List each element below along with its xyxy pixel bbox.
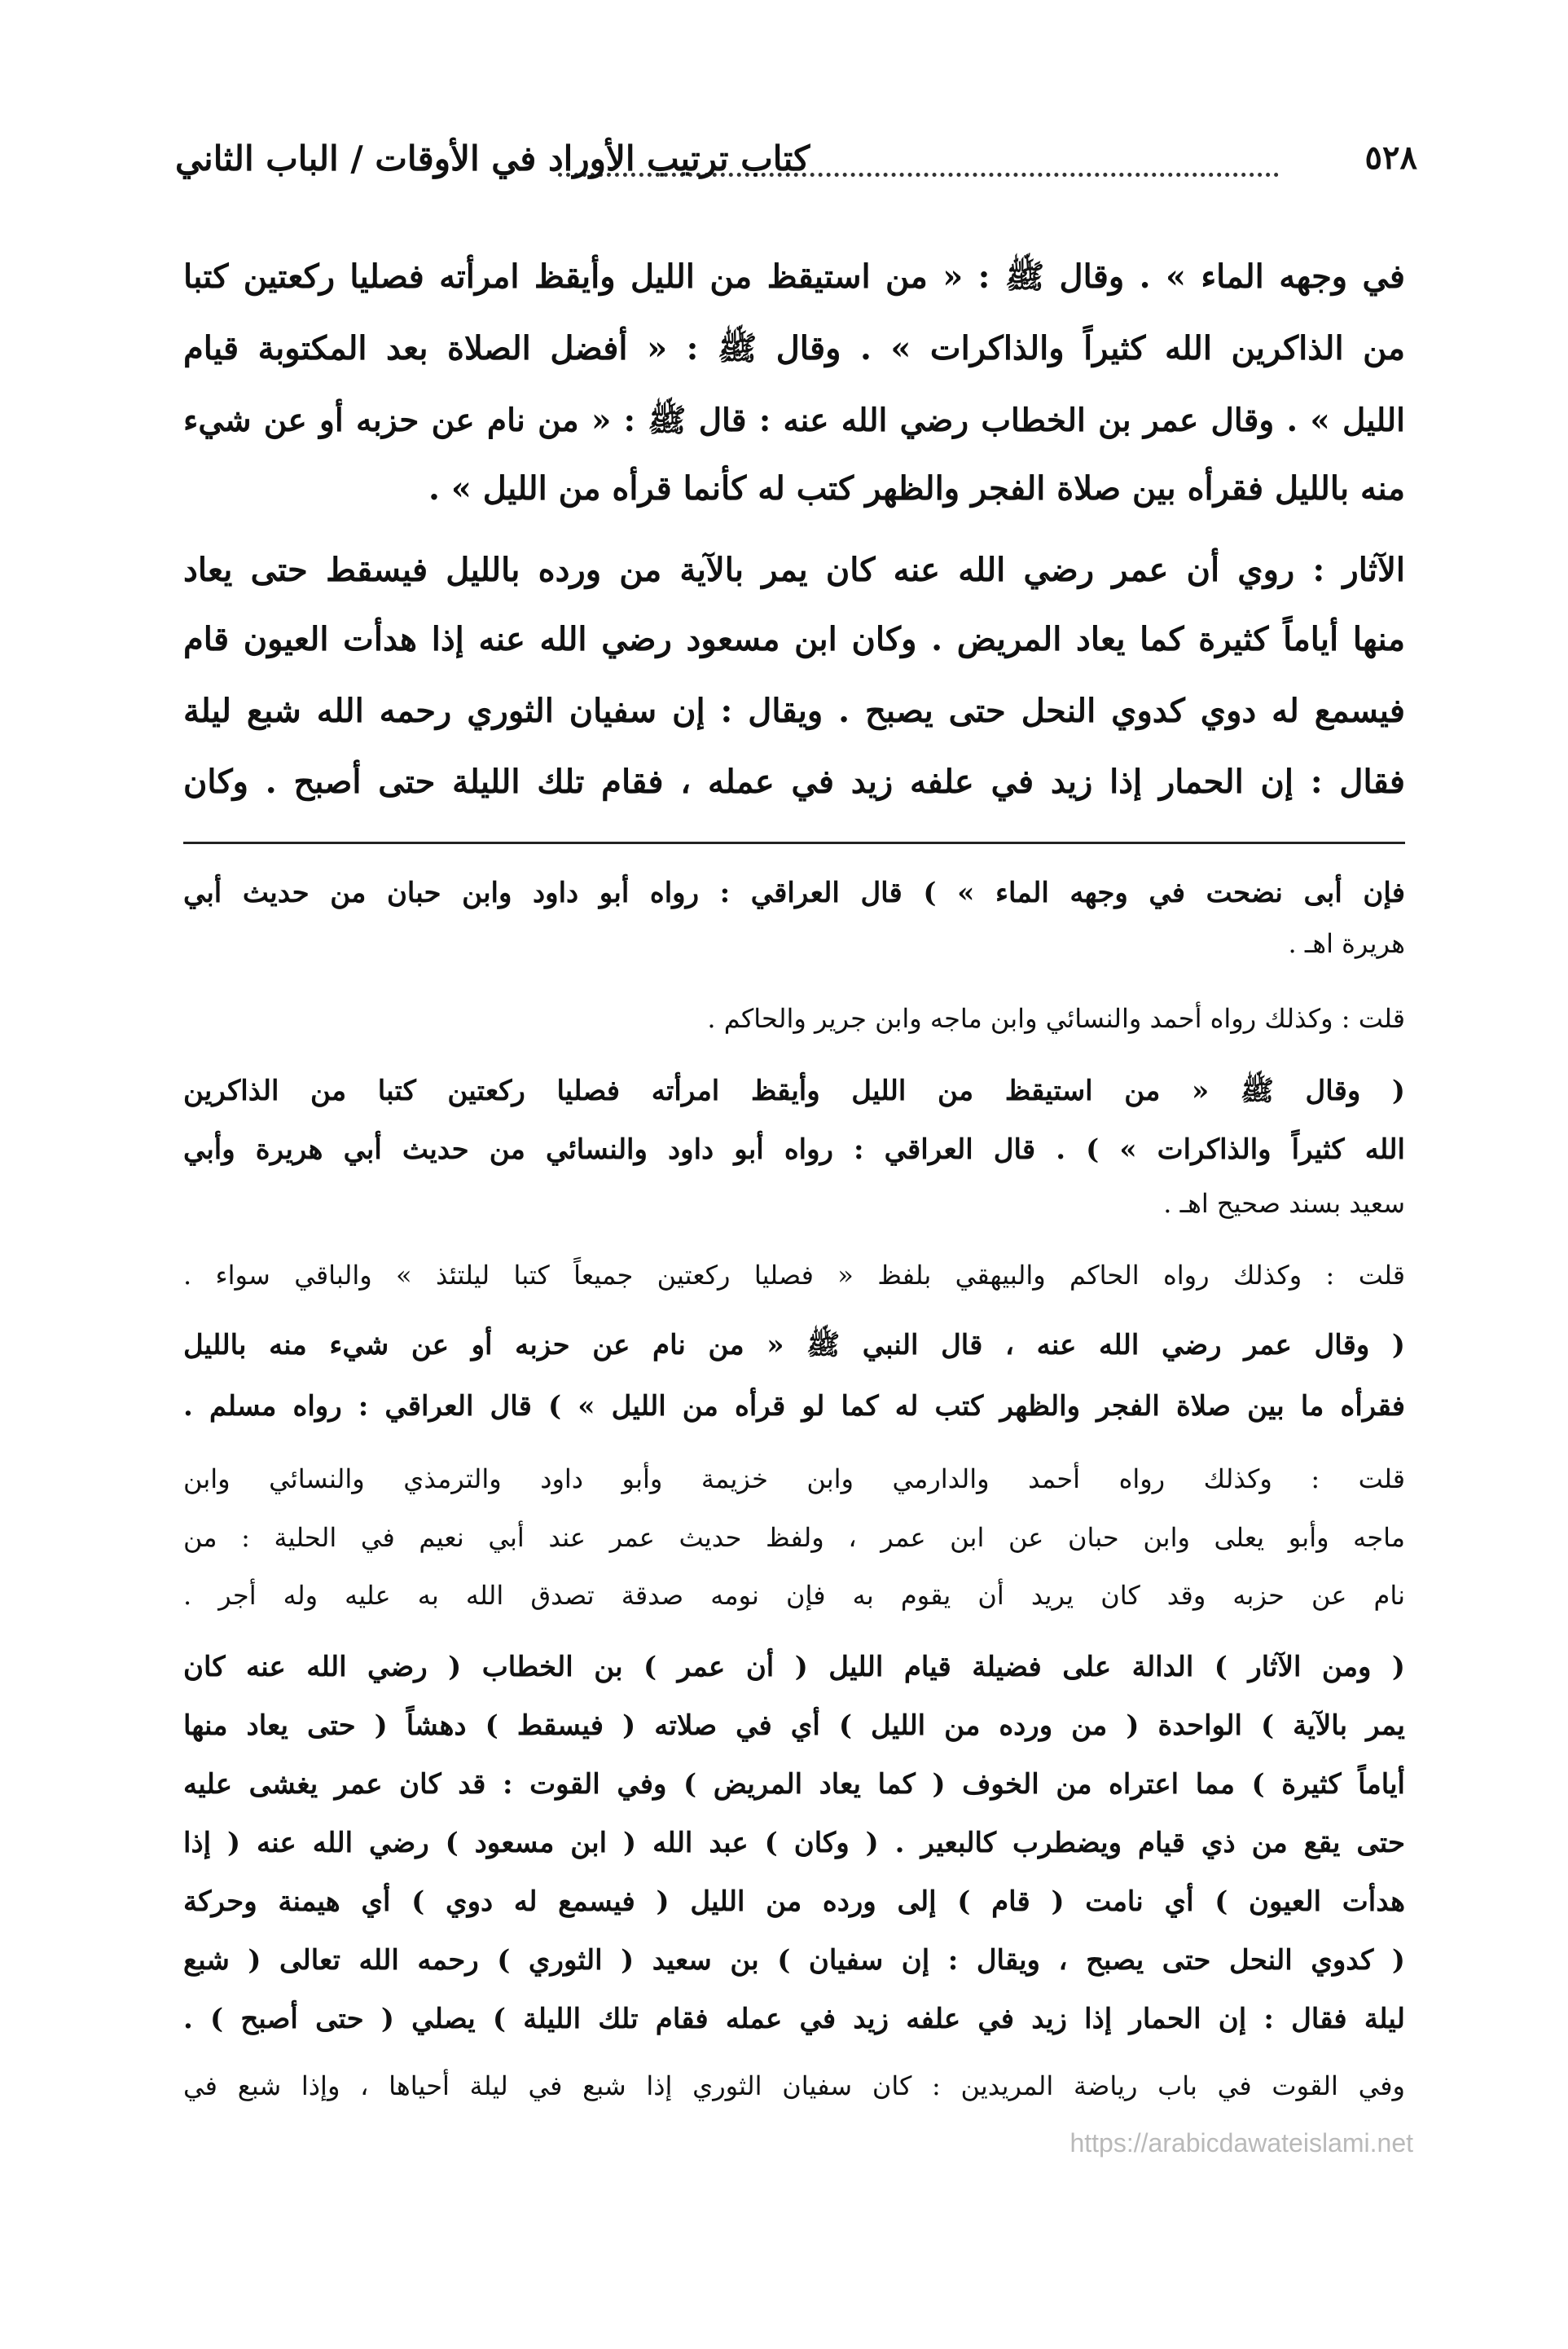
main-text-line: منه بالليل فقرأه بين صلاة الفجر والظهر كتب له كأنما قرأه من الليل » .: [428, 469, 1405, 508]
main-text-line: من الذاكرين الله كثيراً والذاكرات » . وقال ﷺ : « أفضل الصلاة بعد المكتوبة قيام: [183, 329, 1405, 367]
page-number: ٥٢٨: [1364, 139, 1417, 177]
commentary-line: ( كدوي النحل حتى يصبح ، ويقال : إن سفيان ) بن سعيد ( الثوري ) رحمه الله تعالى ( شبع: [183, 1944, 1405, 1977]
commentary-line: ( ومن الآثار ) الدالة على فضيلة قيام الليل ( أن عمر ) بن الخطاب ( رضي الله عنه كان: [183, 1651, 1405, 1683]
commentary-line: هدأت العيون ) أي نامت ( قام ) إلى ورده من الليل ( فيسمع له دوي ) أي هيمنة وحركة: [183, 1885, 1405, 1918]
main-text-line: فقال : إن الحمار إذا زيد في علفه زيد في عمله ، فقام تلك الليلة حتى أصبح . وكان: [183, 763, 1405, 801]
running-title: كتاب ترتيب الأوراد في الأوقات / الباب الثاني: [175, 139, 810, 178]
commentary-line: ماجه وأبو يعلى وابن حبان عن ابن عمر ، ولفظ حديث عمر عند أبي نعيم في الحلية : من: [183, 1522, 1405, 1553]
main-text-line: فيسمع له دوي كدوي النحل حتى يصبح . ويقال : إن سفيان الثوري رحمه الله شبع ليلة: [183, 692, 1405, 730]
main-text-line: الآثار : روي أن عمر رضي الله عنه كان يمر بالآية من ورده بالليل فيسقط حتى يعاد: [183, 551, 1405, 589]
commentary-line: ( وقال ﷺ « من استيقظ من الليل وأيقظ امرأته فصليا ركعتين كتبا من الذاكرين: [183, 1075, 1405, 1107]
commentary-line: وفي القوت في باب رياضة المريدين : كان سفيان الثوري إذا شبع في ليلة أحياها ، وإذا شبع في: [183, 2070, 1405, 2101]
commentary-line: هريرة اهـ .: [1288, 928, 1405, 959]
commentary-line: قلت : وكذلك رواه أحمد والدارمي وابن خزيمة وأبو داود والترمذي والنسائي وابن: [183, 1463, 1405, 1494]
separator-rule: [183, 842, 1405, 844]
watermark-url: https://arabicdawateislami.net: [1069, 2128, 1413, 2158]
commentary-line: فقرأه ما بين صلاة الفجر والظهر كتب له كما لو قرأه من الليل » ) قال العراقي : رواه مسلم .: [183, 1390, 1405, 1423]
main-text-line: الليل » . وقال عمر بن الخطاب رضي الله عنه : قال ﷺ : « من نام عن حزبه أو عن شيء: [183, 402, 1405, 439]
commentary-line: حتى يقع من ذي قيام ويضطرب كالبعير . ( وكان ) عبد الله ( ابن مسعود ) رضي الله عنه ( إذا: [183, 1827, 1405, 1859]
commentary-line: نام عن حزبه وقد كان يريد أن يقوم به فإن نومه صدقة تصدق الله به عليه وله أجر .: [183, 1580, 1405, 1611]
commentary-line: يمر بالآية ) الواحدة ( من ورده من الليل ) أي في صلاته ( فيسقط ) دهشاً ( حتى يعاد منها: [183, 1709, 1405, 1742]
commentary-line: فإن أبى نضحت في وجهه الماء » ) قال العراقي : رواه أبو داود وابن حبان من حديث أبي: [183, 877, 1405, 909]
commentary-line: سعيد بسند صحيح اهـ .: [1163, 1188, 1405, 1219]
commentary-line: قلت : وكذلك رواه الحاكم والبيهقي بلفظ « فصليا ركعتين جميعاً كتبا ليلتئذ » والباقي سواء .: [183, 1260, 1405, 1291]
main-text-line: منها أياماً كثيرة كما يعاد المريض . وكان ابن مسعود رضي الله عنه إذا هدأت العيون قام: [183, 620, 1405, 658]
main-text-line: في وجهه الماء » . وقال ﷺ : « من استيقظ من الليل وأيقظ امرأته فصليا ركعتين كتبا: [183, 257, 1405, 296]
commentary-line: أياماً كثيرة ) مما اعتراه من الخوف ( كما يعاد المريض ) وفي القوت : قد كان عمر يغشى عليه: [183, 1768, 1405, 1801]
page-header: [175, 139, 1417, 196]
commentary-line: الله كثيراً والذاكرات » ) . قال العراقي : رواه أبو داود والنسائي من حديث أبي هريرة وأبي: [183, 1133, 1405, 1166]
commentary-line: ( وقال عمر رضي الله عنه ، قال النبي ﷺ « من نام عن حزبه أو عن شيء منه بالليل: [183, 1329, 1405, 1361]
commentary-line: ليلة فقال : إن الحمار إذا زيد في علفه زيد في عمله فقام تلك الليلة ) يصلي ( حتى أصبح ) .: [183, 2003, 1405, 2035]
commentary-line: قلت : وكذلك رواه أحمد والنسائي وابن ماجه وابن جرير والحاكم .: [707, 1003, 1405, 1034]
